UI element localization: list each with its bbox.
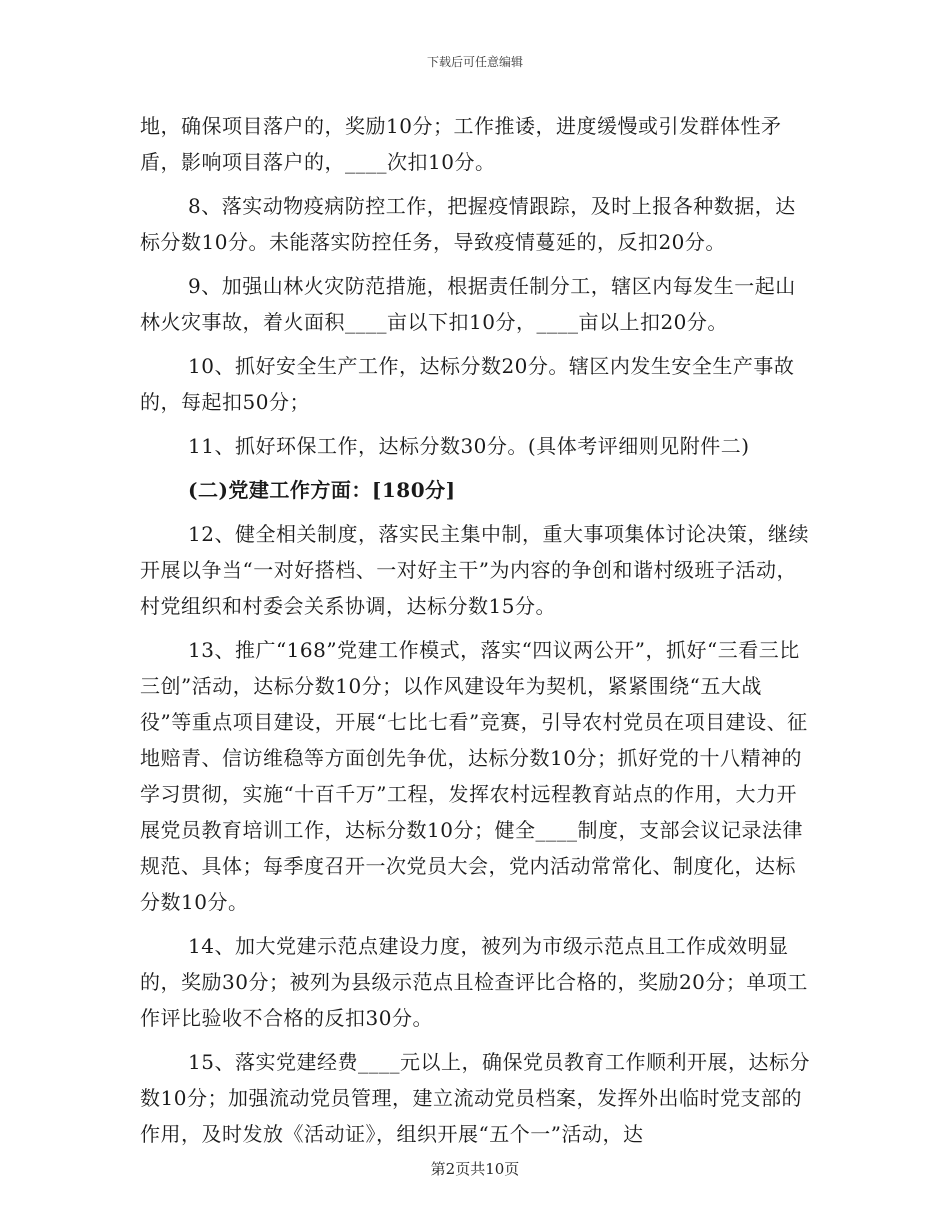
item-14: 14、加大党建示范点建设力度，被列为市级示范点且工作成效明显的，奖励30分；被列为县级示范点且检查评比合格的，奖励20分；单项工作评比验收不合格的反扣30分。 [140, 934, 808, 1030]
item-8: 8、落实动物疫病防控工作，把握疫情跟踪，及时上报各种数据，达标分数10分。未能落实防控任务，导致疫情蔓延的，反扣20分。 [140, 194, 796, 254]
item-13: 13、推广“168”党建工作模式，落实“四议两公开”，抓好“三看三比三创”活动，达标分数10分；以作风建设年为契机，紧紧围绕“五大战役”等重点项目建设，开展“七比七看”竞赛，引导农村党员在项目建设、征地赔青、信访维稳等方面创先争优，达标分数10分；抓好党的十八精神的学习贯彻，实施“十百千万”工程，发挥农村远程教育站点的作用，大力开展党员教育培训工作，达标分数10分；健全____制度，支部会议记录法律规范、具体；每季度召开一次党员大会，党内活动常常化、制度化，达标分数10分。 [140, 638, 808, 914]
paragraph-continuation: 地，确保项目落户的，奖励10分；工作推诿，进度缓慢或引发群体性矛盾，影响项目落户的，____次扣10分。 [140, 114, 782, 174]
download-note: 下载后可任意编辑 [426, 55, 523, 69]
document-body [140, 108, 810, 1160]
item-12: 12、健全相关制度，落实民主集中制，重大事项集体讨论决策，继续开展以争当“一对好搭档、一对好主干”为内容的争创和谐村级班子活动，村党组织和村委会关系协调，达标分数15分。 [140, 522, 809, 618]
item-9: 9、加强山林火灾防范措施，根据责任制分工，辖区内每发生一起山林火灾事故，着火面积____亩以下扣10分，____亩以上扣20分。 [140, 274, 796, 334]
item-10: 10、抓好安全生产工作，达标分数20分。辖区内发生安全生产事故的，每起扣50分； [140, 354, 795, 414]
section-heading-party-building: (二)党建工作方面：[180分] [188, 478, 456, 502]
item-15: 15、落实党建经费____元以上，确保党员教育工作顺利开展，达标分数10分；加强流动党员管理，建立流动党员档案，发挥外出临时党支部的作用，及时发放《活动证》，组织开展“五个一”活动，达 [140, 1050, 810, 1146]
page-number: 第2页共10页 [430, 1160, 520, 1178]
item-11: 11、抓好环保工作，达标分数30分。(具体考评细则见附件二) [188, 434, 750, 458]
